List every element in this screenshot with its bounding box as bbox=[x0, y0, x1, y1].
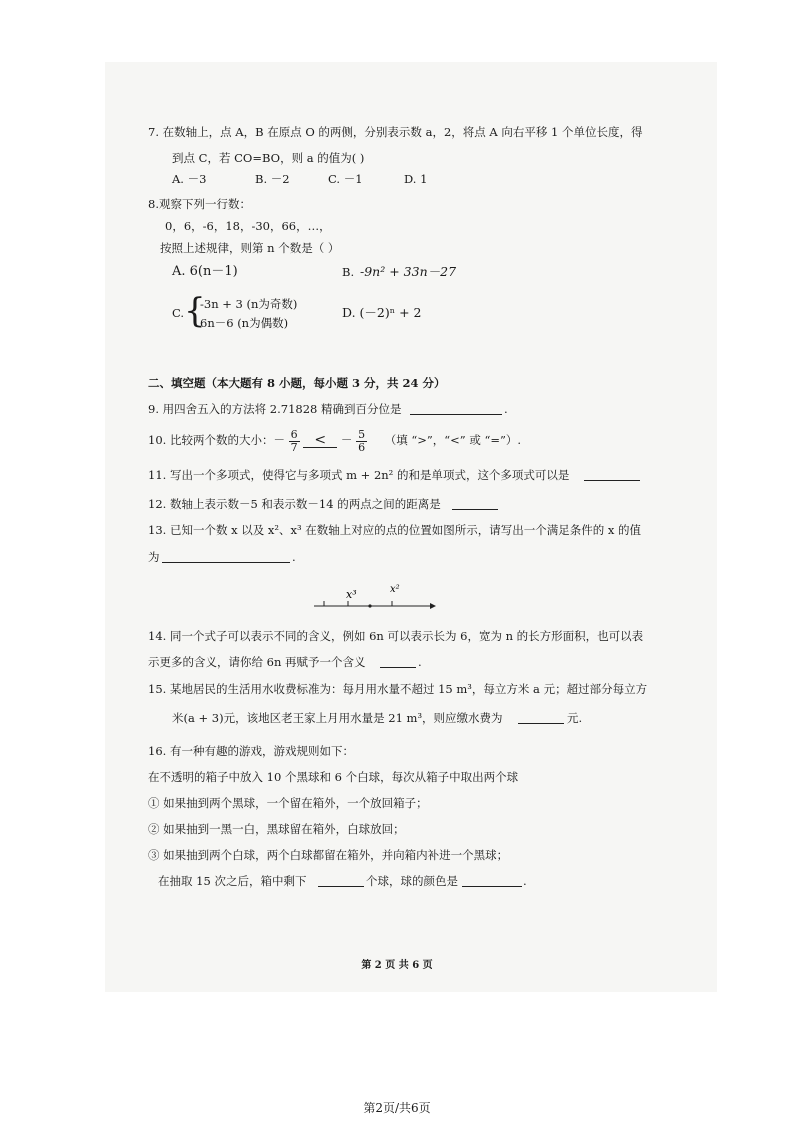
q10-mid: － bbox=[340, 433, 353, 447]
number-line-figure bbox=[310, 578, 440, 612]
brace-symbol: { bbox=[184, 291, 206, 331]
q9-answer-blank[interactable] bbox=[410, 402, 502, 415]
q7-line1: 7. 在数轴上，点 A，B 在原点 O 的两侧，分别表示数 a，2，将点 A 向右平移 1 个单位长度，得 bbox=[148, 125, 643, 139]
q15-answer-blank[interactable] bbox=[518, 711, 564, 724]
q16-color-blank[interactable] bbox=[462, 874, 522, 887]
q16-line1: 16. 有一种有趣的游戏，游戏规则如下： bbox=[148, 744, 354, 758]
q13-end: . bbox=[292, 550, 296, 564]
q11-answer-blank[interactable] bbox=[584, 468, 640, 481]
q16-rule3: ③ 如果抽到两个白球，两个白球都留在箱外，并向箱内补进一个黑球； bbox=[148, 848, 509, 862]
q7-line2: 到点 C，若 CO=BO，则 a 的值为( ) bbox=[172, 151, 365, 165]
q7-option-c: C. －1 bbox=[328, 172, 363, 186]
label-x3: x³ bbox=[346, 588, 357, 601]
q10-fraction-2 bbox=[356, 429, 367, 454]
q10-answer-blank[interactable]: < bbox=[303, 433, 337, 448]
section-heading: 二、填空题（本大题有 8 小题，每小题 3 分，共 24 分） bbox=[148, 376, 446, 390]
inner-page-footer: 第 2 页 共 6 页 bbox=[361, 960, 433, 971]
page-number-footer: 第2页/共6页 bbox=[363, 1101, 431, 1115]
label-x2: x² bbox=[390, 584, 400, 595]
origin-dot bbox=[368, 604, 371, 607]
q10-f1-numerator: 6 bbox=[290, 427, 298, 441]
q15-line2: 米(a + 3)元，该地区老王家上月用水量是 21 m³，则应缴水费为 bbox=[172, 711, 503, 725]
q14-line1: 14. 同一个式子可以表示不同的含义，例如 6n 可以表示长为 6，宽为 n 的长方形面积，也可以表 bbox=[148, 629, 644, 643]
q13-line1: 13. 已知一个数 x 以及 x²、x³ 在数轴上对应的点的位置如图所示，请写出一个满足条件的 x 的值 bbox=[148, 523, 642, 537]
q10-suffix: （填 “>”，“<” 或 “=”）. bbox=[384, 433, 522, 447]
q8-option-d: D. (－2)ⁿ + 2 bbox=[342, 305, 422, 320]
q9-end: . bbox=[504, 402, 508, 416]
q16-final-c: . bbox=[523, 874, 527, 888]
q14-line2: 示更多的含义，请你给 6n 再赋予一个含义 bbox=[148, 655, 366, 669]
q9-text: 9. 用四舍五入的方法将 2.71828 精确到百分位是 bbox=[148, 402, 402, 416]
q10-f2-denominator: 6 bbox=[358, 440, 366, 454]
q7-option-a: A. －3 bbox=[172, 172, 207, 186]
q8-line1: 8.观察下列一行数： bbox=[148, 197, 251, 211]
q10-fraction-1 bbox=[289, 429, 300, 454]
q10-f1-denominator: 7 bbox=[290, 440, 298, 454]
q13-answer-blank[interactable] bbox=[162, 550, 290, 563]
q8-option-b: -9n² + 33n－27 bbox=[360, 264, 457, 279]
q15-line1: 15. 某地居民的生活用水收费标准为：每月用水量不超过 15 m³，每立方米 a 元；超过部分每立方 bbox=[148, 682, 648, 696]
q10-line bbox=[148, 425, 521, 457]
q16-final-a: 在抽取 15 次之后，箱中剩下 bbox=[158, 874, 307, 888]
q10-f2-numerator: 5 bbox=[358, 427, 366, 441]
q8-option-c-label: C. bbox=[172, 306, 185, 320]
q10-prefix: 10. 比较两个数的大小：－ bbox=[148, 433, 285, 447]
q14-answer-blank[interactable] bbox=[380, 655, 416, 668]
q8-option-c-row2: 6n－6 (n为偶数) bbox=[200, 316, 289, 330]
q8-sequence: 0，6，-6，18，-30，66，…， bbox=[165, 219, 331, 233]
q8-line3: 按照上述规律，则第 n 个数是（ ） bbox=[160, 241, 340, 255]
q8-option-a: A. 6(n－1) bbox=[172, 264, 238, 279]
q7-option-b: B. －2 bbox=[255, 172, 290, 186]
q14-end: . bbox=[418, 655, 422, 669]
q15-end: 元. bbox=[567, 711, 583, 725]
q16-rule2: ② 如果抽到一黑一白，黑球留在箱外，白球放回； bbox=[148, 822, 405, 836]
q16-count-blank[interactable] bbox=[318, 874, 364, 887]
q16-line2: 在不透明的箱子中放入 10 个黑球和 6 个白球，每次从箱子中取出两个球 bbox=[148, 770, 519, 784]
q16-rule1: ① 如果抽到两个黑球，一个留在箱外，一个放回箱子； bbox=[148, 796, 428, 810]
q8-option-c-row1: -3n + 3 (n为奇数) bbox=[200, 297, 298, 311]
q12-answer-blank[interactable] bbox=[452, 497, 498, 510]
q11-text: 11. 写出一个多项式，使得它与多项式 m + 2n² 的和是单项式，这个多项式可以是 bbox=[148, 468, 570, 482]
q8-option-b-label: B. bbox=[342, 265, 355, 279]
q7-option-d: D. 1 bbox=[404, 172, 428, 186]
number-line-arrow bbox=[430, 603, 436, 609]
q13-line2: 为 bbox=[148, 550, 160, 564]
q16-final-b: 个球，球的颜色是 bbox=[366, 874, 458, 888]
q12-text: 12. 数轴上表示数－5 和表示数－14 的两点之间的距离是 bbox=[148, 497, 441, 511]
